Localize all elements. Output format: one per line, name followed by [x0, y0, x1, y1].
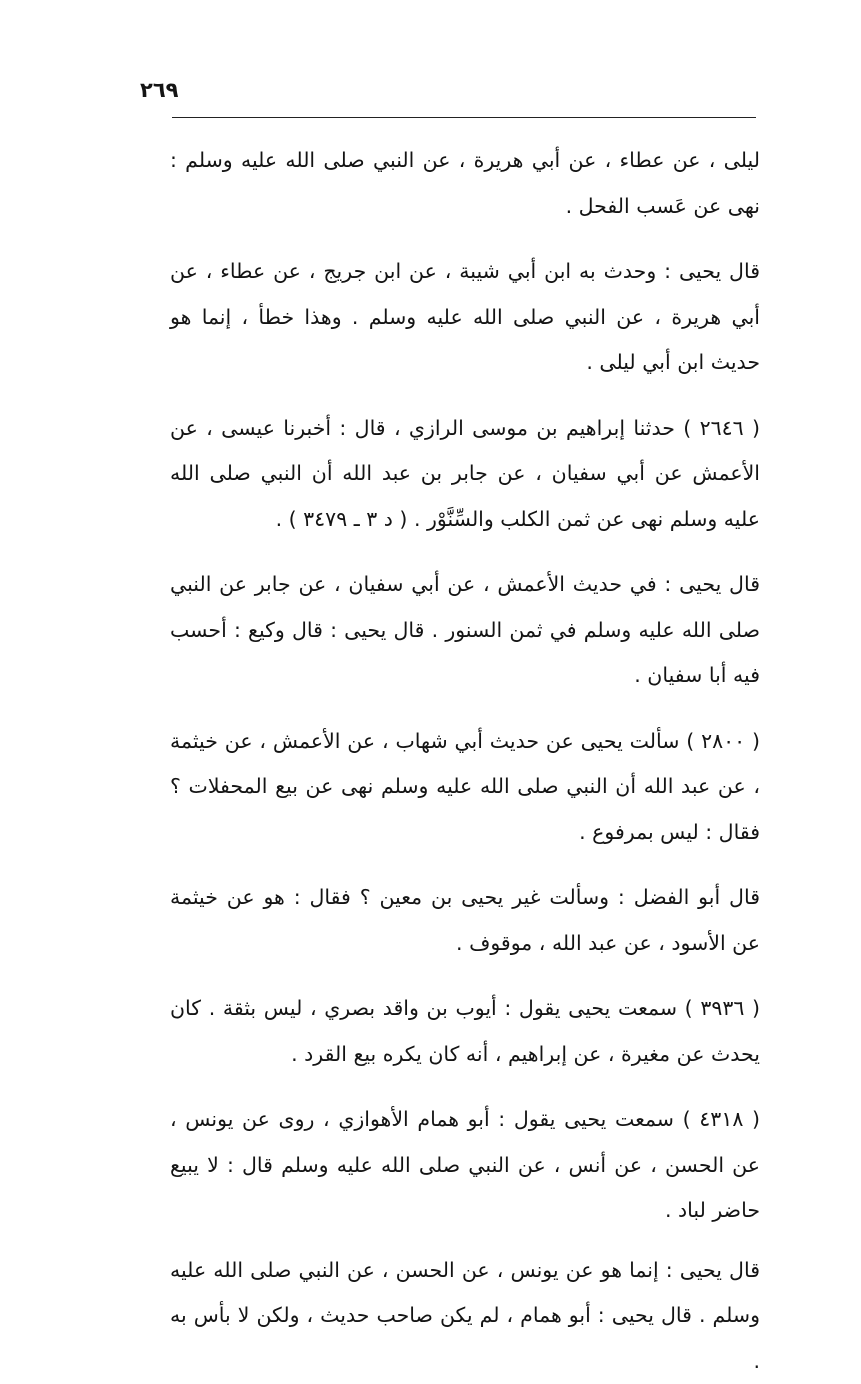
paragraph-yahya-comment-3: قال يحيى : إنما هو عن يونس ، عن الحسن ، عن النبي صلى الله عليه وسلم . قال يحيى : أبو همام ، لم يكن صاحب حديث ، ولكن لا بأس به .	[170, 1248, 760, 1384]
paragraph-yahya-comment-1: قال يحيى : وحدث به ابن أبي شيبة ، عن ابن جريج ، عن عطاء ، عن أبي هريرة ، عن النبي صلى الله عليه وسلم . وهذا خطأ ، إنما هو حديث ابن أبي ليلى .	[170, 249, 760, 386]
paragraph-yahya-comment-2: قال يحيى : في حديث الأعمش ، عن أبي سفيان ، عن جابر عن النبي صلى الله عليه وسلم في ثمن السنور . قال يحيى : قال وكيع : أحسب فيه أبا سفيان .	[170, 562, 760, 699]
text-body	[170, 138, 760, 1384]
paragraph-continuation: ليلى ، عن عطاء ، عن أبي هريرة ، عن النبي صلى الله عليه وسلم : نهى عن عَسب الفحل .	[170, 138, 760, 229]
paragraph-4318: ( ٤٣١٨ ) سمعت يحيى يقول : أبو همام الأهوازي ، روى عن يونس ، عن الحسن ، عن أنس ، عن النبي صلى الله عليه وسلم قال : لا يبيع حاضر لباد .	[170, 1097, 760, 1234]
paragraph-3936: ( ٣٩٣٦ ) سمعت يحيى يقول : أيوب بن واقد بصري ، ليس بثقة . كان يحدث عن مغيرة ، عن إبراهيم ، أنه كان يكره بيع القرد .	[170, 986, 760, 1077]
paragraph-abu-al-fadl: قال أبو الفضل : وسألت غير يحيى بن معين ؟ فقال : هو عن خيثمة عن الأسود ، عن عبد الله ، موقوف .	[170, 875, 760, 966]
paragraph-2646: ( ٢٦٤٦ ) حدثنا إبراهيم بن موسى الرازي ، قال : أخبرنا عيسى ، عن الأعمش عن أبي سفيان ، عن جابر بن عبد الله أن النبي صلى الله عليه وسلم نهى عن ثمن الكلب والسِّنَّوْر . ( د ٣ ـ ٣٤٧٩ ) .	[170, 406, 760, 543]
page-number: ٢٦٩	[140, 78, 178, 102]
header-rule	[172, 117, 756, 118]
paragraph-2800: ( ٢٨٠٠ ) سألت يحيى عن حديث أبي شهاب ، عن الأعمش ، عن خيثمة ، عن عبد الله أن النبي صلى الله عليه وسلم نهى عن بيع المحفلات ؟ فقال : ليس بمرفوع .	[170, 719, 760, 856]
